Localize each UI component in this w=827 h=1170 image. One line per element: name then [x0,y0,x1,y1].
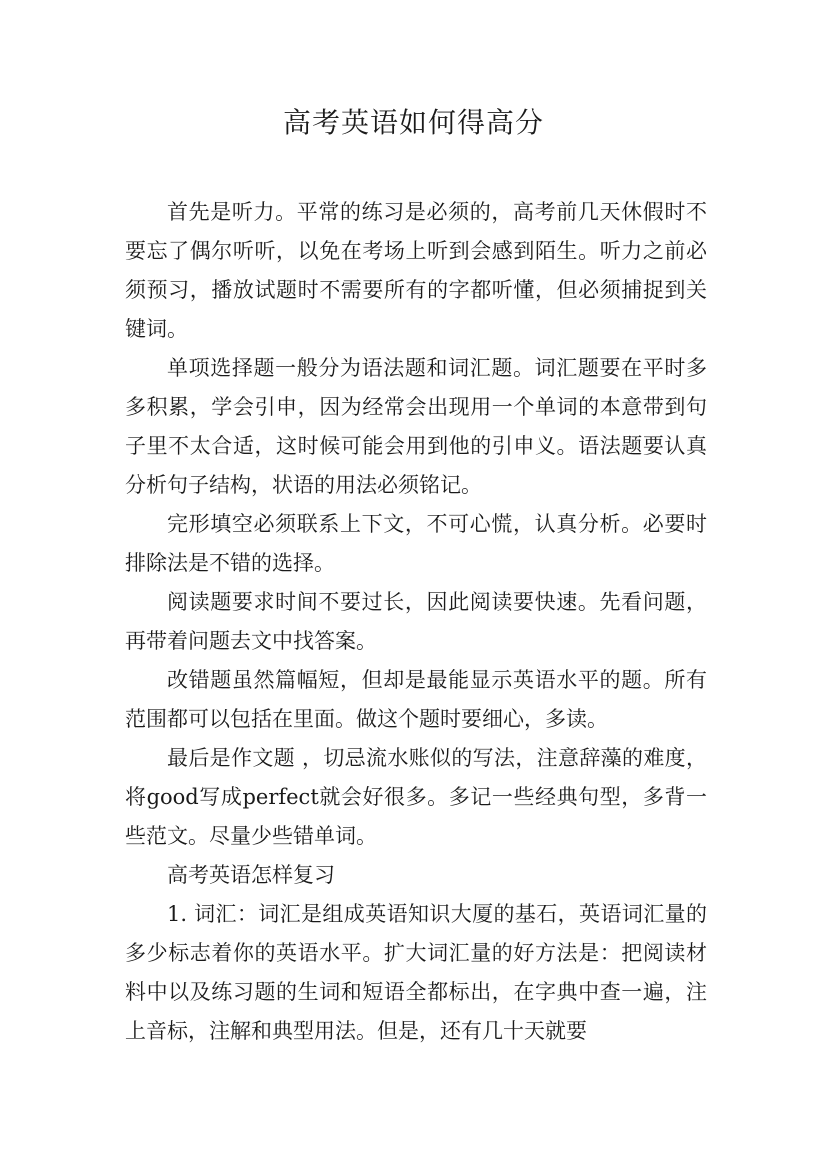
paragraph-cloze: 完形填空必须联系上下文，不可心慌，认真分析。必要时排除法是不错的选择。 [125,512,707,575]
document-body [125,193,707,1051]
paragraph-multiple-choice: 单项选择题一般分为语法题和词汇题。词汇题要在平时多多积累，学会引申，因为经常会出现用一个单词的本意带到句子里不太合适，这时候可能会用到他的引申义。语法题要认真分析句子结构，状语的用法必须铭记。 [125,356,707,497]
paragraph-error-correction: 改错题虽然篇幅短，但却是最能显示英语水平的题。所有范围都可以包括在里面。做这个题时要细心，多读。 [125,668,707,731]
paragraph-writing: 最后是作文题 ，切忌流水账似的写法，注意辞藻的难度，将good写成perfect就会好很多。多记一些经典句型，多背一些范文。尽量少些错单词。 [125,746,707,848]
paragraph-vocabulary: 1. 词汇：词汇是组成英语知识大厦的基石，英语词汇量的多少标志着你的英语水平。扩大词汇量的好方法是：把阅读材料中以及练习题的生词和短语全都标出，在字典中查一遍，注上音标，注解和典型用法。但是，还有几十天就要 [125,902,707,1043]
document-title: 高考英语如何得高分 [282,106,544,139]
paragraph-reading: 阅读题要求时间不要过长，因此阅读要快速。先看问题，再带着问题去文中找答案。 [125,590,707,653]
paragraph-listening: 首先是听力。平常的练习是必须的，高考前几天休假时不要忘了偶尔听听，以免在考场上听到会感到陌生。听力之前必须预习，播放试题时不需要所有的字都听懂，但必须捕捉到关键词。 [125,200,707,341]
section-heading-review: 高考英语怎样复习 [167,863,335,887]
